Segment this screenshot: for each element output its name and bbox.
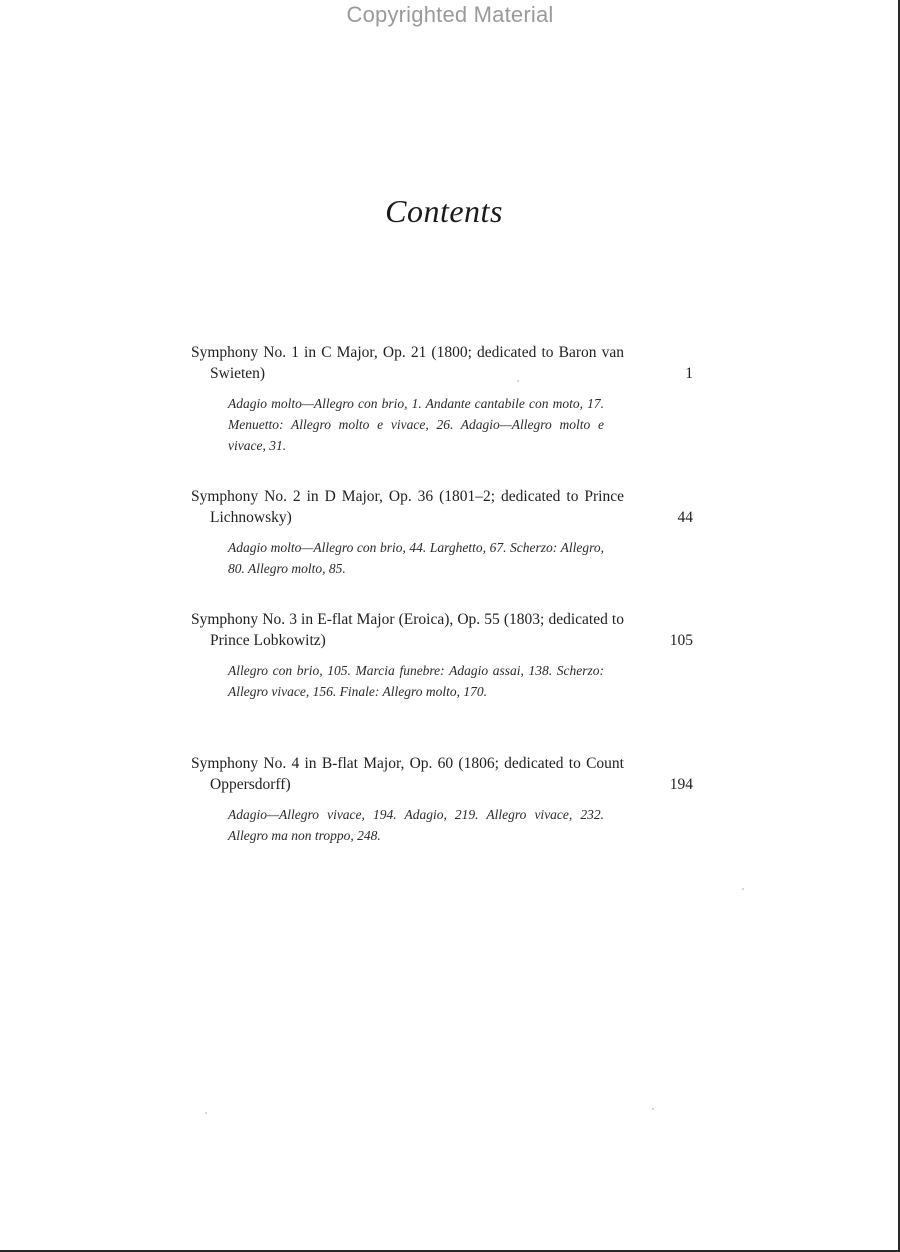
toc-entry-heading <box>191 609 696 651</box>
toc-entry-title: Symphony No. 2 in D Major, Op. 36 (1801–2; dedicated to Prince Lichnowsky) <box>191 488 624 526</box>
toc-entry-movements: Allegro con brio, 105. Marcia funebre: Adagio assai, 138. Scherzo: Allegro vivace, 156. Finale: Allegro molto, 170. <box>228 663 604 699</box>
toc-entry-heading <box>191 342 696 384</box>
toc-entry-symphony-4 <box>191 753 696 846</box>
scan-speck <box>205 1112 207 1114</box>
toc-entry-movements: Adagio molto—Allegro con brio, 44. Larghetto, 67. Scherzo: Allegro, 80. Allegro molto, 85. <box>228 540 604 576</box>
toc-entry-symphony-3 <box>191 609 696 702</box>
toc-entry-title: Symphony No. 4 in B-flat Major, Op. 60 (1806; dedicated to Count Oppersdorff) <box>191 755 624 793</box>
toc-entry-movements: Adagio molto—Allegro con brio, 1. Andante cantabile con moto, 17. Menuetto: Allegro molto e vivace, 26. Adagio—Allegro molto e vivace, 31. <box>228 396 604 453</box>
scan-speck <box>742 888 744 890</box>
scan-speck <box>517 380 519 382</box>
toc-entry-title: Symphony No. 3 in E-flat Major (Eroica), Op. 55 (1803; dedicated to Prince Lobkowitz) <box>191 611 624 649</box>
toc-entry-symphony-2 <box>191 486 696 579</box>
toc-entry-symphony-1 <box>191 342 696 456</box>
scan-speck <box>652 1108 654 1110</box>
copyright-watermark: Copyrighted Material <box>346 2 554 27</box>
toc-entry-page-number: 105 <box>669 632 693 649</box>
toc-entry-heading <box>191 753 696 795</box>
toc-entry-title: Symphony No. 1 in C Major, Op. 21 (1800; dedicated to Baron van Swieten) <box>191 344 624 382</box>
toc-entry-page-number: 194 <box>669 776 693 793</box>
toc-entry-page-number: 44 <box>677 509 693 526</box>
toc-entry-heading <box>191 486 696 528</box>
toc-entry-movements: Adagio—Allegro vivace, 194. Adagio, 219. Allegro vivace, 232. Allegro ma non troppo, 248. <box>228 807 604 843</box>
toc-entry-page-number: 1 <box>685 365 693 382</box>
page-title: Contents <box>385 193 503 229</box>
